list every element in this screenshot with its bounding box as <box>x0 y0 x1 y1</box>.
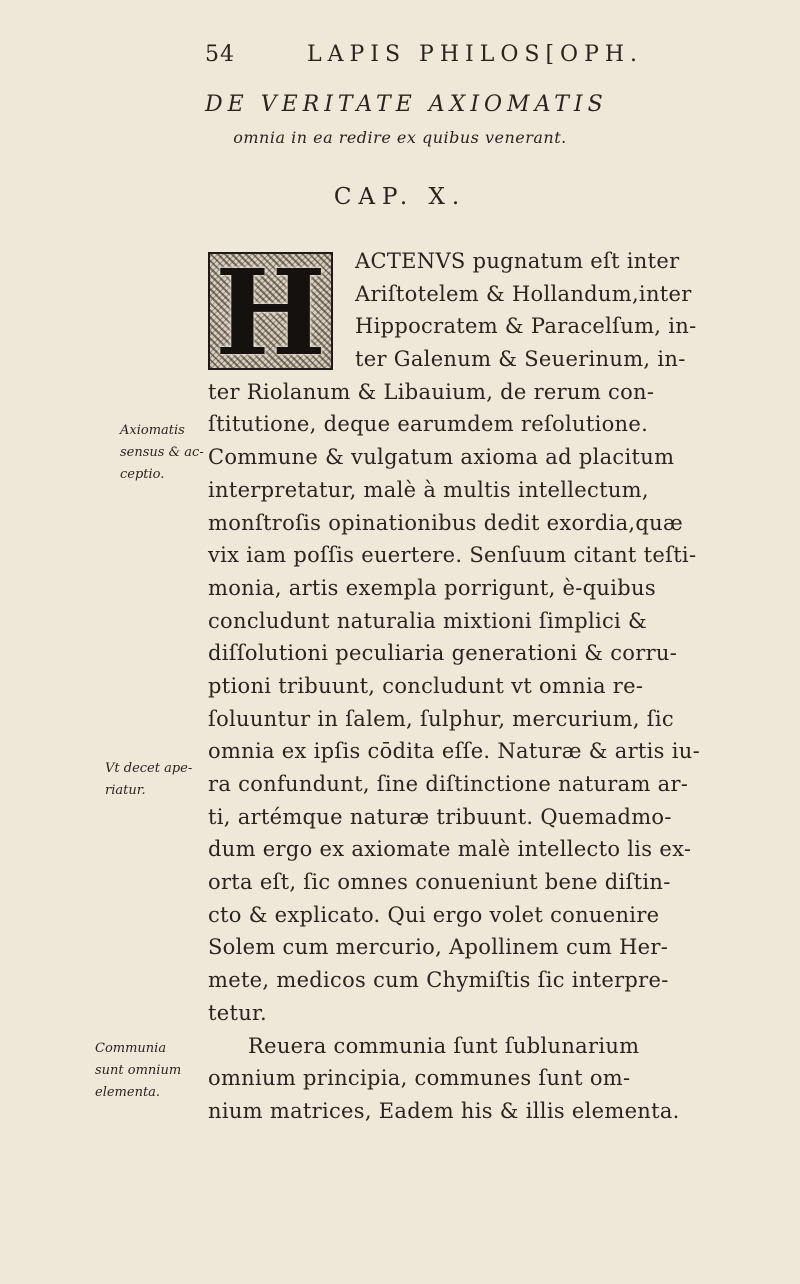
drop-initial-letter: H <box>214 252 327 370</box>
running-header <box>205 42 765 67</box>
text-line: ter Galenum & Seuerinum, in- <box>355 347 686 372</box>
text-line: dum ergo ex axiomate malè intellecto lis ex- <box>208 837 692 862</box>
text-line: concludunt naturalia mixtioni ſimplici & <box>208 608 648 633</box>
body-text <box>208 245 768 1128</box>
chapter-subtitle: omnia in ea redire ex quibus venerant. <box>233 128 567 147</box>
margin-note-line: Axiomatis <box>120 423 185 438</box>
text-line: Commune & vulgatum axioma ad placitum <box>208 445 675 470</box>
text-line: orta eſt, ſic omnes conueniunt bene diſtin- <box>208 870 671 895</box>
text-line: Reuera communia ſunt ſublunarium <box>248 1033 640 1058</box>
text-line: nium matrices, Eadem his & illis elementa. <box>208 1098 680 1123</box>
text-line: Hippocratem & Paracelſum, in- <box>355 314 697 339</box>
margin-note-line: sensus & ac- <box>120 445 204 460</box>
text-line: vix iam poſſis euertere. Senſuum citant teſti- <box>208 543 697 568</box>
chapter-number: CAP. X. <box>333 184 467 210</box>
text-line: monia, artis exempla porrigunt, è-quibus <box>208 575 656 600</box>
text-line: ACTENVS pugnatum eſt inter <box>355 249 680 273</box>
margin-note-line: elementa. <box>95 1085 161 1100</box>
text-line: mete, medicos cum Chymiſtis ſic interpre- <box>208 968 669 993</box>
margin-note-axiomatis <box>120 420 204 486</box>
margin-note-line: ceptio. <box>120 467 165 482</box>
text-line: monſtroſis opinationibus dedit exordia,quæ <box>208 510 683 535</box>
text-line: Solem cum mercurio, Apollinem cum Her- <box>208 935 669 960</box>
margin-note-communia <box>95 1038 181 1104</box>
page-number: 54 <box>205 42 235 67</box>
text-line: omnium principia, communes ſunt om- <box>208 1066 631 1091</box>
chapter-title: DE VERITATE AXIOMATIS <box>205 92 608 117</box>
text-line: cto & explicato. Qui ergo volet conuenire <box>208 902 660 927</box>
running-title: LAPIS PHILOS[OPH. <box>307 42 644 67</box>
text-line: diſſolutioni peculiaria generationi & corru- <box>208 641 678 666</box>
margin-note-line: sunt omnium <box>95 1063 182 1078</box>
text-line: omnia ex ipſis cōdita eſſe. Naturæ & artis iu- <box>208 739 700 764</box>
margin-note-vt-decet <box>105 758 192 802</box>
text-line: ter Riolanum & Libauium, de rerum con- <box>208 379 655 404</box>
text-line: ti, artémque naturæ tribuunt. Quemadmo- <box>208 804 672 829</box>
text-line: tetur. <box>208 1000 268 1025</box>
margin-note-line: riatur. <box>105 783 146 798</box>
text-line: ſoluuntur in ſalem, ſulphur, mercurium, ſic <box>208 706 674 731</box>
margin-note-line: Vt decet ape- <box>105 761 193 776</box>
text-line: ra confundunt, ſine diſtinctione naturam ar- <box>208 772 689 796</box>
margin-note-line: Communia <box>95 1041 167 1056</box>
text-line: ſtitutione, deque earumdem reſolutione. <box>208 412 649 437</box>
text-line: ptioni tribuunt, concludunt vt omnia re- <box>208 673 644 698</box>
text-line: interpretatur, malè à multis intellectum, <box>208 477 649 502</box>
text-line: Ariſtotelem & Hollandum,inter <box>355 281 692 306</box>
